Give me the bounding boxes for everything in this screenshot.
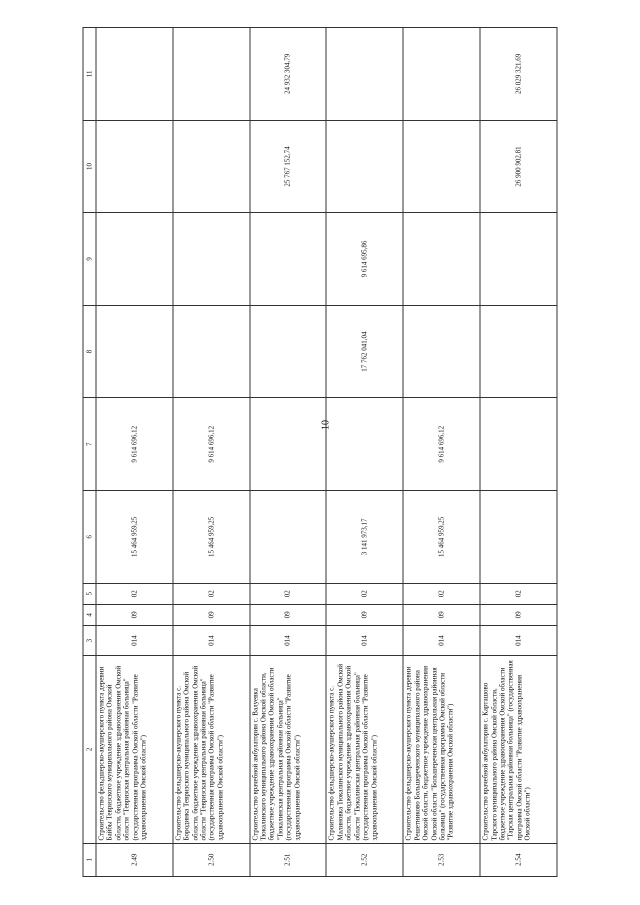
cell-col9 [96,213,173,306]
page-number: 10 [320,420,332,430]
cell-col11 [173,28,250,121]
cell-col6: 15 464 959,25 [403,491,480,584]
table-row [326,28,403,877]
cell-col6 [480,491,557,584]
cell-col7: 9 614 696,12 [173,398,250,491]
row-number: 2.49 [96,843,173,876]
row-number: 2.53 [403,843,480,876]
cell-col11 [96,28,173,121]
row-description: Строительство фельдшерско-акушерского пункта с. Бородинка Тевризского муниципального района Омской области, бюджетное учреждение здравоохранения Омской области "Тевризская центральная районная больница" (государственная программа Омской области "Развитие здравоохранения Омской области") [173,656,250,843]
header-row [83,28,96,877]
cell-col11: 24 932 304,79 [250,28,327,121]
cell-col8 [250,305,327,398]
cell-col9 [480,213,557,306]
cell-col10 [173,120,250,213]
row-number: 2.54 [480,843,557,876]
cell-col4: 09 [480,604,557,625]
cell-col7 [250,398,327,491]
cell-col5: 02 [326,583,403,604]
cell-col8 [96,305,173,398]
cell-col9 [173,213,250,306]
row-description: Строительство фельдшерско-акушерского пункта деревни Решетниково Большереченского муниципального района Омской области, бюджетное учреждение здравоохранения Омской области "Большереченская центральная районная больница" (государственная программа Омской области "Развитие здравоохранения Омской области") [403,656,480,843]
cell-col3: 014 [173,626,250,656]
row-description: Строительство фельдшерско-акушерского пункта с. Малиновка Тюкалинского муниципального района Омской области, бюджетное учреждение здравоохранения Омской области "Тюкалинская центральная районная больница" (государственная программа Омской области "Развитие здравоохранения Омской области") [326,656,403,843]
cell-col4: 09 [403,604,480,625]
cell-col11: 26 029 321,69 [480,28,557,121]
cell-col3: 014 [96,626,173,656]
cell-col11 [403,28,480,121]
cell-col9 [250,213,327,306]
cell-col5: 02 [403,583,480,604]
column-header: 1 [83,843,96,876]
column-header: 6 [83,491,96,584]
cell-col7 [326,398,403,491]
cell-col8 [173,305,250,398]
cell-col6: 15 464 959,25 [96,491,173,584]
cell-col7: 9 614 696,12 [403,398,480,491]
table-row [173,28,250,877]
cell-col8: 17 762 041,04 [326,305,403,398]
row-number: 2.50 [173,843,250,876]
cell-col10 [326,120,403,213]
column-header: 9 [83,213,96,306]
cell-col7 [480,398,557,491]
cell-col5: 02 [96,583,173,604]
cell-col4: 09 [250,604,327,625]
cell-col8 [403,305,480,398]
cell-col11 [326,28,403,121]
column-header: 8 [83,305,96,398]
column-header: 7 [83,398,96,491]
cell-col6 [250,491,327,584]
cell-col9 [403,213,480,306]
row-description: Строительство врачебной амбулатории с. Карташово Тарского муниципального района Омской области, бюджетное учреждение здравоохранения Омской области "Тарская центральная районная больница" (государственная программа Омской области "Развитие здравоохранения Омской области") [480,656,557,843]
table-row [480,28,557,877]
cell-col4: 09 [173,604,250,625]
budget-table [83,27,558,877]
table-row [250,28,327,877]
cell-col5: 02 [173,583,250,604]
cell-col3: 014 [480,626,557,656]
table-row [96,28,173,877]
column-header: 10 [83,120,96,213]
cell-col3: 014 [403,626,480,656]
column-header: 4 [83,604,96,625]
cell-col5: 02 [480,583,557,604]
column-header: 2 [83,656,96,843]
row-description: Строительство врачебной амбулатории с. Валуевка Тюкалинского муниципального района Омской области, бюджетное учреждение здравоохранения Омской области "Тюкалинская центральная районная больница" (государственная программа Омской области "Развитие здравоохранения Омской области") [250,656,327,843]
column-header: 11 [83,28,96,121]
row-number: 2.52 [326,843,403,876]
cell-col10: 25 767 152,74 [250,120,327,213]
cell-col5: 02 [250,583,327,604]
cell-col10 [96,120,173,213]
cell-col8 [480,305,557,398]
cell-col6: 3 141 973,17 [326,491,403,584]
cell-col10: 26 900 902,81 [480,120,557,213]
cell-col7: 9 614 696,12 [96,398,173,491]
cell-col6: 15 464 959,25 [173,491,250,584]
column-header: 5 [83,583,96,604]
cell-col4: 09 [96,604,173,625]
column-header: 3 [83,626,96,656]
row-description: Строительство фельдшерско-акушерского пункта деревни Байбы Тевризского муниципального района Омской области, бюджетное учреждение здравоохранения Омской области "Тевризская центральная районная больница" (государственная программа Омской области "Развитие здравоохранения Омской области") [96,656,173,843]
cell-col10 [403,120,480,213]
rotated-page [83,27,558,877]
table-row [403,28,480,877]
cell-col9: 9 614 695,86 [326,213,403,306]
cell-col3: 014 [250,626,327,656]
cell-col4: 09 [326,604,403,625]
cell-col3: 014 [326,626,403,656]
row-number: 2.51 [250,843,327,876]
